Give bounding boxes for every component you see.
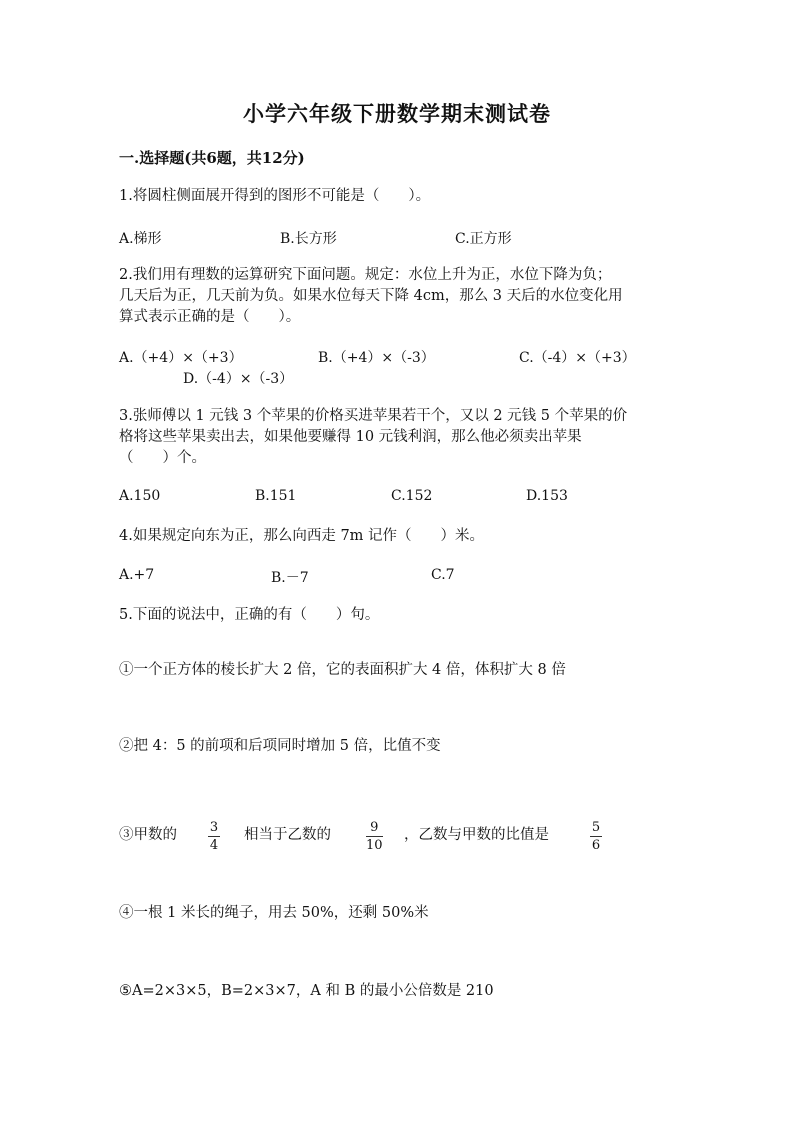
q2-option-d: D.（-4）×（-3） [183,371,294,387]
q3-option-c: C.152 [391,488,433,504]
q2-option-c: C.（-4）×（+3） [519,350,636,366]
q5-statement-3-part-a: ③甲数的 [119,827,177,843]
fraction-5-6 [590,820,602,853]
question-2-line-1: 2.我们用有理数的运算研究下面问题。规定：水位上升为正，水位下降为负； [119,267,612,283]
section-heading: 一.选择题(共6题，共12分) [119,149,305,167]
q3-option-a: A.150 [119,488,161,504]
question-2-line-2: 几天后为正，几天前为负。如果水位每天下降 4cm，那么 3 天后的水位变化用 [119,288,623,304]
fraction-3-4 [208,820,220,853]
q1-option-b: B.长方形 [280,231,337,247]
q4-option-b: B.－7 [271,570,309,586]
fraction-denominator: 4 [209,838,219,853]
q5-statement-1: ①一个正方体的棱长扩大 2 倍，它的表面积扩大 4 倍，体积扩大 8 倍 [119,662,566,678]
question-1-text: 1.将圆柱侧面展开得到的图形不可能是（ ）。 [119,188,431,204]
fraction-denominator: 6 [591,838,601,853]
question-4-text: 4.如果规定向东为正，那么向西走 7m 记作（ ）米。 [119,528,485,544]
fraction-9-10 [366,820,383,853]
q4-option-c: C.7 [431,567,455,583]
question-2-line-3: 算式表示正确的是（ ）。 [119,309,301,325]
q3-option-d: D.153 [526,488,568,504]
fraction-bar [208,836,220,837]
q5-statement-5: ⑤A=2×3×5，B=2×3×7，A 和 B 的最小公倍数是 210 [119,983,494,999]
q5-statement-3-part-b: 相当于乙数的 [244,827,331,843]
fraction-bar [590,836,602,837]
q1-option-c: C.正方形 [455,231,512,247]
question-5-text: 5.下面的说法中，正确的有（ ）句。 [119,607,380,623]
fraction-bar [366,836,383,837]
q2-option-b: B.（+4）×（-3） [318,350,435,366]
question-3-line-2: 格将这些苹果卖出去，如果他要赚得 10 元钱利润，那么他必须卖出苹果 [119,429,582,445]
q2-option-a: A.（+4）×（+3） [119,350,243,366]
page-title: 小学六年级下册数学期末测试卷 [243,101,551,126]
fraction-numerator: 3 [209,820,219,835]
q3-option-b: B.151 [255,488,297,504]
q1-option-a: A.梯形 [119,231,162,247]
q5-statement-4: ④一根 1 米长的绳子，用去 50%，还剩 50%米 [119,905,429,921]
fraction-numerator: 9 [370,820,379,835]
question-3-line-3: （ ）个。 [119,450,206,466]
fraction-numerator: 5 [591,820,601,835]
question-3-line-1: 3.张师傅以 1 元钱 3 个苹果的价格买进苹果若干个，又以 2 元钱 5 个苹果的价 [119,408,628,424]
q4-option-a: A.+7 [119,567,155,583]
q5-statement-3-part-c: ，乙数与甲数的比值是 [404,827,549,843]
fraction-denominator: 10 [366,838,383,853]
q5-statement-2: ②把 4：5 的前项和后项同时增加 5 倍，比值不变 [119,738,441,754]
